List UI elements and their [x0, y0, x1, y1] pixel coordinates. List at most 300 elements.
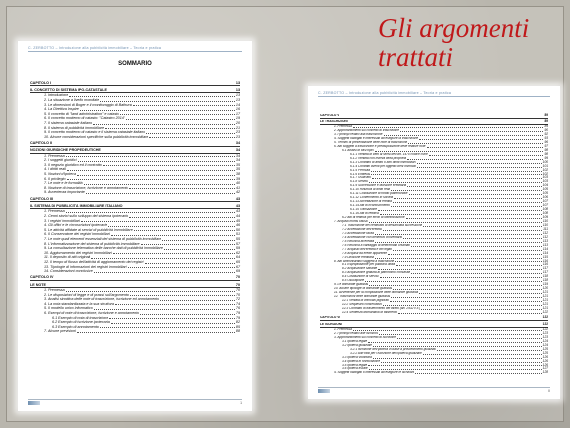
- toc-page-number: 59: [235, 246, 240, 251]
- page-title: SOMMARIO: [118, 61, 152, 67]
- toc-entry-text: 10. Alcune tipologie di domande giudiziali: [334, 287, 393, 291]
- toc-entry-text: 3.4 Ipoteca in rinnovazione: [342, 359, 381, 363]
- toc-leader-dots: [394, 197, 541, 199]
- toc-entry-text: 7.2 Accettazione dell'eredità: [342, 227, 382, 231]
- toc-leader-dots: [391, 296, 541, 298]
- toc-entry-text: CAPITOLO IV: [30, 275, 54, 280]
- toc-entry-text: 6. Esempi di note di trascrizione, iscrizione e annotamento: [44, 311, 140, 316]
- toc-entry-text: 3.1 Ipoteca legale: [342, 339, 368, 343]
- toc-entry-text: 8.1 Espropriazione per pubblica utilità: [342, 263, 396, 267]
- toc-entry-text: 5. Nozioni d'ipoteca: [44, 172, 77, 177]
- toc-leader-dots: [375, 233, 542, 235]
- toc-entry-text: 7.4 Accettazione con beneficio d'inventario: [342, 235, 403, 239]
- toc-entry-text: 1. Premessa: [334, 125, 352, 129]
- toc-page-number: 44: [235, 214, 240, 218]
- toc-leader-dots: [141, 243, 235, 245]
- toc-entry-text: 1. Premessa: [44, 153, 65, 158]
- toc-leader-dots: [128, 266, 235, 268]
- toc-leader-dots: [437, 349, 542, 351]
- toc-page-number: 20: [235, 120, 240, 125]
- slide-title-line2: trattati: [378, 42, 454, 72]
- toc-page-number: 111: [543, 226, 548, 231]
- toc-leader-dots: [102, 151, 235, 152]
- toc-leader-dots: [129, 187, 234, 189]
- toc-leader-dots: [67, 178, 235, 180]
- toc-leader-dots: [396, 264, 542, 266]
- toc-leader-dots: [375, 241, 542, 243]
- toc-entry-text: 4. Gli uffici e le circoscrizioni ipotecarie: [44, 223, 108, 228]
- toc-page-number: 72: [235, 297, 240, 302]
- slide-title-line1: Gli argomenti: [378, 13, 530, 43]
- toc-page-left: [18, 41, 252, 411]
- toc-entry-text: 4. La Direttiva Inspire: [44, 107, 79, 112]
- toc-page-number: 108: [542, 207, 548, 212]
- toc-entry-text: 4. I diritti reali: [44, 167, 66, 172]
- toc-entry-row: [320, 311, 548, 315]
- page-header: C. ZERBOTTO – Introduzione alla pubblicità immobiliare – Teoria e pratica: [318, 91, 550, 97]
- toc-page-number: 103: [542, 175, 548, 180]
- toc-leader-dots: [162, 239, 234, 241]
- toc-page-number: 124: [542, 342, 548, 347]
- toc-entry-text: 7. Le note e le formalità: [44, 181, 83, 186]
- toc-entry-text: 8.5 Usucapione: [342, 279, 365, 283]
- toc-page-number: 114: [542, 250, 548, 255]
- toc-leader-dots: [378, 268, 542, 270]
- toc-entry-text: 6.3 Esempio di annotamento: [52, 324, 99, 329]
- toc-page-number: 13: [235, 97, 240, 102]
- toc-leader-dots: [111, 322, 235, 324]
- toc-entry-text: 8.2 Acquisizione sanante: [342, 267, 378, 271]
- toc-entry-text: 6.1.2 Vendita con riserva della proprietà: [350, 156, 407, 160]
- toc-entry-text: 1. Premessa: [334, 327, 352, 331]
- toc-page-number: 117: [542, 270, 548, 275]
- toc-page-number: 123: [542, 330, 548, 335]
- toc-leader-dots: [69, 95, 234, 97]
- toc-entry-text: 3. Il negozio giuridico ed il contratto: [44, 162, 102, 167]
- toc-entry-text: 9. Avvertenza importante: [44, 190, 85, 195]
- toc-chapter-row: [30, 275, 240, 281]
- toc-page-number: 19: [235, 116, 240, 121]
- toc-entry-text: 12.1 Vendita di immobili pignorati: [342, 299, 389, 303]
- toc-page-number: 100: [542, 159, 548, 164]
- toc-leader-dots: [384, 134, 544, 136]
- toc-entry-text: 5. Il modello unico informatico: [44, 306, 93, 311]
- toc-leader-dots: [55, 278, 235, 279]
- toc-page-number: 121: [542, 301, 548, 306]
- slide-title: [378, 14, 558, 72]
- toc-entry-text: 8. Nozione di trascrizione, iscrizione e annotamento: [44, 185, 129, 190]
- toc-leader-dots: [140, 313, 235, 315]
- toc-entry-text: 3.2 Ipoteca giudiziale: [342, 343, 372, 347]
- toc-leader-dots: [66, 290, 235, 292]
- toc-page-number: 126: [542, 358, 548, 363]
- toc-leader-dots: [388, 253, 542, 255]
- toc-entry-text: 3.3 Ipoteca volontaria: [342, 355, 373, 359]
- toc-leader-dots: [409, 193, 542, 195]
- toc-page-number: 43: [235, 196, 240, 201]
- toc-leader-dots: [115, 303, 235, 305]
- toc-leader-dots: [340, 116, 543, 117]
- toc-page-number: 88: [235, 329, 240, 334]
- toc-page-number: 121: [542, 294, 548, 299]
- toc-entry-text: 10. Aggiornamento dei registri immobiliari: [44, 250, 112, 255]
- toc-page-number: 62: [235, 250, 240, 255]
- toc-page-number: 76: [235, 306, 240, 311]
- toc-leader-dots: [134, 229, 235, 231]
- toc-page-number: 16: [235, 107, 240, 112]
- toc-entry-text: 7.7 Acquisto dell'eredità e dei legati: [342, 247, 392, 251]
- toc-page-number: 126: [542, 354, 548, 359]
- toc-leader-dots: [47, 285, 235, 286]
- toc-entry-text: 11. Il deposito di atti originali: [44, 255, 91, 260]
- toc-list: [320, 112, 548, 375]
- toc-page-number: 35: [235, 167, 240, 172]
- toc-entry-text: 12.2 Sequestro conservativo: [342, 302, 383, 306]
- toc-leader-dots: [375, 150, 544, 152]
- toc-page-number: 124: [542, 338, 548, 343]
- toc-leader-dots: [120, 113, 235, 115]
- toc-entry-text: CAPITOLO II: [30, 140, 53, 145]
- toc-entry-text: 5. Le attività affidate ai servizi di pubblicità immobiliare: [44, 227, 133, 232]
- toc-page-number: 99: [544, 155, 548, 160]
- toc-page-number: 125: [542, 346, 548, 351]
- toc-entry-text: 6.1 Analisi di casi tipici: [342, 148, 374, 152]
- toc-entry-text: 6. Il concetto moderno di catasto: "Catastro 2014": [44, 116, 126, 121]
- toc-leader-dots: [419, 138, 543, 140]
- toc-leader-dots: [146, 132, 235, 134]
- toc-entry-text: LE ISCRIZIONI: [320, 322, 342, 326]
- toc-page-number: 92: [544, 132, 548, 136]
- toc-leader-dots: [411, 245, 542, 247]
- toc-leader-dots: [380, 276, 542, 278]
- toc-page-number: 69: [235, 269, 240, 274]
- toc-leader-dots: [371, 173, 541, 175]
- toc-leader-dots: [429, 154, 544, 156]
- toc-page-number: 107: [542, 199, 548, 204]
- toc-leader-dots: [383, 229, 543, 231]
- toc-page-number: 101: [542, 163, 548, 168]
- toc-entry-text: 7. Il sistema catastale italiano: [44, 120, 93, 125]
- toc-leader-dots: [368, 341, 542, 343]
- toc-page-number: 70: [235, 282, 240, 287]
- toc-leader-dots: [124, 206, 235, 207]
- toc-entry-text: 2. I principi relativi alle iscrizioni: [334, 331, 379, 335]
- toc-leader-dots: [407, 158, 543, 160]
- toc-leader-dots: [369, 181, 542, 183]
- toc-page-number: 116: [542, 258, 548, 263]
- toc-entry-text: CAPITOLO I: [30, 80, 52, 85]
- toc-page-number: 127: [542, 366, 548, 371]
- toc-leader-dots: [105, 127, 235, 129]
- toc-leader-dots: [415, 372, 542, 374]
- toc-page-number: 13: [235, 93, 240, 98]
- toc-leader-dots: [406, 217, 542, 219]
- toc-entry-text: 6.1.11 Costituzione di fondo patrimoniale: [350, 192, 408, 196]
- toc-page-number: 34: [235, 158, 240, 163]
- toc-page-number: 98: [544, 151, 548, 156]
- toc-leader-dots: [145, 262, 235, 264]
- toc-page-number: 14: [235, 102, 240, 107]
- toc-entry-text: 4. La nota standardizzata e la sua struttura: [44, 301, 114, 306]
- toc-leader-dots: [94, 308, 235, 310]
- toc-entry-text: 3. Le dimensioni di Boger e il monitoraggio di Bathurst: [44, 102, 133, 107]
- toc-entry-text: 7. Le note quali elementi essenziali del sistema di pubblicità immobiliare: [44, 236, 162, 241]
- toc-entry-text: 12. Trascrizioni delle domande giudiziali: [334, 295, 391, 299]
- toc-leader-dots: [369, 368, 542, 370]
- toc-leader-dots: [407, 185, 542, 187]
- toc-entry-text: 7.8 Acquisti da erede apparente: [342, 251, 388, 255]
- toc-page-number: 102: [542, 167, 548, 172]
- toc-entry-text: 2. Le disposizioni di legge e di prassi sull'argomento: [44, 292, 129, 297]
- toc-page-number: 70: [235, 275, 240, 280]
- toc-page-number: 41: [235, 185, 240, 190]
- toc-entry-text: 3. I registri immobiliari: [44, 218, 80, 223]
- publisher-logo: [318, 389, 330, 393]
- toc-leader-dots: [403, 237, 542, 239]
- toc-leader-dots: [372, 177, 542, 179]
- toc-page-number: 112: [542, 234, 548, 239]
- toc-entry-text: 6.2 Esempio di iscrizione ipotecaria: [52, 320, 110, 325]
- toc-page-number: 113: [542, 238, 548, 243]
- toc-entry-row: [320, 371, 548, 375]
- toc-leader-dots: [103, 164, 235, 166]
- toc-entry-text: 3. I principi relativi alla trascrizione: [334, 133, 383, 136]
- toc-entry-text: IL SISTEMA DI PUBBLICITÀ IMMOBILIARE ITALIANO: [30, 203, 123, 208]
- toc-page-number: 115: [542, 254, 548, 259]
- toc-page-number: 34: [235, 140, 240, 145]
- toc-leader-dots: [369, 221, 542, 223]
- toc-page-number: 97: [544, 143, 548, 148]
- toc-page-number: 23: [235, 134, 240, 139]
- toc-page-number: 119: [542, 282, 548, 287]
- toc-leader-dots: [393, 249, 542, 251]
- toc-page-number: 122: [542, 315, 548, 320]
- toc-leader-dots: [52, 83, 235, 84]
- toc-leader-dots: [371, 170, 542, 172]
- toc-leader-dots: [379, 333, 541, 335]
- toc-entry-text: IL CONCETTO DI SISTEMA IPO-CATASTALE: [30, 87, 107, 92]
- toc-leader-dots: [94, 271, 235, 273]
- toc-page-number: 70: [235, 292, 240, 297]
- toc-leader-dots: [378, 209, 542, 211]
- toc-leader-dots: [393, 201, 542, 203]
- toc-page-number: 65: [235, 259, 240, 264]
- toc-page-number: 40: [235, 181, 240, 186]
- page-header: C. ZERBOTTO – Introduzione alla pubblicità immobiliare – Teoria e pratica: [28, 46, 242, 52]
- toc-leader-dots: [91, 257, 235, 259]
- toc-page-number: 39: [235, 176, 240, 181]
- toc-entry-text: 2. Cenni storici sullo sviluppo del sistema ipotecario: [44, 214, 129, 218]
- toc-entry-text: 7.5 Rinuncia all'eredità: [342, 239, 375, 243]
- toc-leader-dots: [373, 357, 541, 359]
- toc-leader-dots: [113, 252, 235, 254]
- toc-leader-dots: [375, 257, 541, 259]
- toc-entry-text: 1. Premessa: [44, 288, 65, 293]
- toc-leader-dots: [419, 292, 542, 294]
- toc-leader-dots: [84, 183, 235, 185]
- toc-page-number: 122: [542, 326, 548, 331]
- toc-page-number: 108: [542, 211, 548, 216]
- toc-page-number: 23: [235, 130, 240, 135]
- toc-page-number: 110: [542, 222, 548, 227]
- page-footer: [318, 387, 550, 393]
- toc-entry-text: 6.1.10 Rinuncia ai diritti reali: [350, 188, 391, 192]
- toc-leader-dots: [395, 260, 542, 262]
- toc-leader-dots: [130, 294, 235, 296]
- toc-page-number: 74: [235, 301, 240, 306]
- toc-chapter-row: [320, 114, 548, 119]
- toc-entry-text: 3.2.2 Altri titoli per l'iscrizione dell'ipoteca giudiziale: [350, 351, 422, 355]
- toc-page-number: 45: [235, 218, 240, 223]
- toc-leader-dots: [369, 284, 542, 286]
- toc-entry-text: 2. Approfondimenti sul concetto di trascrizione: [334, 129, 400, 133]
- toc-entry-text: 7.9 Divisione ereditaria: [342, 255, 375, 259]
- toc-entry-text: 6.1.16 Atti di rettifica: [350, 212, 379, 216]
- toc-entry-text: 8. Il sistema di pubblicità immobiliare: [44, 125, 105, 130]
- toc-entry-text: 6. Atti soggetti a trascrizione e predisposizione delle relative note: [334, 144, 426, 148]
- toc-page-number: 67: [235, 264, 240, 269]
- toc-page-number: 125: [542, 350, 548, 355]
- toc-entry-text: 7.6 Rinuncia a vantaggio di determinati chiamati: [342, 243, 410, 247]
- toc-page-number: 85: [235, 324, 240, 329]
- toc-page-number: 98: [544, 147, 548, 152]
- toc-entry-text: 6.1.9 Successione e divisione ereditaria: [350, 184, 407, 188]
- toc-leader-dots: [423, 225, 542, 227]
- toc-page-number: 113: [542, 242, 548, 247]
- toc-page-number: 109: [542, 215, 548, 220]
- toc-entry-text: 8.4 Costituzione di servitù: [342, 275, 379, 279]
- toc-entry-text: 6.1 Esempio di nota di trascrizione: [52, 315, 109, 320]
- toc-leader-dots: [381, 361, 542, 363]
- toc-page-number: 43: [235, 209, 240, 214]
- toc-page-number: 105: [542, 187, 548, 192]
- toc-page-number: 103: [542, 179, 548, 184]
- toc-page-number: 34: [235, 148, 240, 153]
- toc-page-number: 38: [235, 172, 240, 177]
- toc-page-number: 57: [235, 241, 240, 246]
- toc-entry-text: 6.1.6 Enfiteusi: [350, 172, 371, 176]
- toc-page-number: 82: [235, 320, 240, 325]
- toc-page-number: 116: [542, 262, 548, 267]
- toc-entry-text: 13. Tipologie di informazioni dei registri immobiliari: [44, 264, 127, 269]
- toc-leader-dots: [93, 123, 235, 125]
- toc-entry-text: 2. I soggetti giuridici: [44, 158, 77, 163]
- toc-page-number: 121: [542, 298, 548, 303]
- toc-entry-text: LE NOTE: [30, 282, 46, 287]
- toc-page-number: 121: [542, 290, 548, 295]
- toc-entry-text: 8.3 Acquisizione gratuita al patrimonio comunale: [342, 271, 411, 275]
- toc-leader-dots: [411, 272, 541, 274]
- toc-entry-row: [30, 329, 240, 334]
- toc-entry-text: 7. Acquisti mortis causa: [334, 219, 368, 223]
- toc-entry-text: 9. Il concetto moderno di catasto e il sistema catastale italiano: [44, 130, 146, 135]
- toc-leader-dots: [353, 329, 542, 331]
- toc-leader-dots: [77, 331, 235, 333]
- toc-page-number: 112: [542, 230, 548, 235]
- toc-leader-dots: [417, 162, 542, 164]
- toc-chapter-row: [30, 141, 240, 147]
- page-number: II: [548, 389, 550, 393]
- toc-leader-dots: [86, 192, 235, 194]
- toc-page-number: 50: [235, 227, 240, 232]
- toc-entry-text: 8. Atti amministrativi soggetti a trascrizione: [334, 259, 395, 263]
- toc-leader-dots: [164, 248, 235, 250]
- toc-page-number: 106: [542, 195, 548, 200]
- toc-page-number: 118: [542, 278, 548, 283]
- toc-leader-dots: [393, 288, 541, 290]
- toc-leader-dots: [78, 160, 235, 162]
- toc-page-number: 70: [235, 288, 240, 293]
- toc-leader-dots: [391, 205, 542, 207]
- toc-chapter-row: [30, 197, 240, 203]
- toc-entry-text: 3.2.1 Iscrizione dell'ipoteca in base a provvedimenti giudiziali: [350, 347, 436, 351]
- toc-page-number: 89: [544, 112, 548, 117]
- toc-entry-text: 3. Approfondimenti sul concetto di iscrizione: [334, 335, 397, 339]
- toc-entry-text: 6.1.7 Usufrutto: [350, 176, 371, 180]
- toc-leader-dots: [81, 220, 235, 222]
- toc-entry-text: 11. Avvertenze per la compilazione delle domande giudiziali: [334, 291, 419, 295]
- toc-entry-text: 4. Soggetti obbligati o interessati ad eseguire le iscrizioni: [334, 371, 415, 375]
- toc-entry-text: 6.1.14 Atti di riconoscimento: [350, 204, 390, 208]
- toc-entry-text: 12.3 Contratto di trasferimento del diritto (art. 2932 c.c.): [342, 306, 421, 310]
- toc-leader-dots: [108, 90, 235, 91]
- toc-leader-dots: [391, 189, 542, 191]
- toc-leader-dots: [423, 353, 542, 355]
- toc-page-number: 55: [235, 236, 240, 241]
- toc-leader-dots: [100, 100, 235, 102]
- toc-page-number: 105: [542, 191, 548, 196]
- toc-chapter-row: [30, 81, 240, 87]
- toc-page-number: 13: [235, 80, 240, 85]
- toc-leader-dots: [421, 308, 541, 310]
- page-footer: [28, 399, 242, 405]
- toc-entry-text: 6.1.3 Contratto di affitto o altri diritti immobiliari: [350, 160, 416, 164]
- toc-leader-dots: [80, 109, 235, 111]
- toc-page-number: 46: [235, 223, 240, 228]
- toc-leader-dots: [353, 126, 544, 128]
- toc-leader-dots: [66, 211, 235, 213]
- toc-leader-dots: [380, 213, 542, 215]
- toc-leader-dots: [408, 142, 543, 144]
- toc-entry-text: 5. Termini di presentazione delle note di trascrizione: [334, 140, 408, 144]
- toc-leader-dots: [111, 234, 235, 236]
- toc-entry-text: 1. Premessa: [44, 209, 65, 214]
- toc-leader-dots: [343, 325, 542, 326]
- page-number: 1: [240, 401, 242, 405]
- toc-entry-row: [30, 135, 240, 140]
- toc-entry-text: 7.3 Accettazione tacita: [342, 231, 374, 235]
- toc-entry-text: 3. Analisi sinottica delle note di trascrizione, iscrizione ed annotamento: [44, 297, 160, 302]
- toc-leader-dots: [67, 169, 235, 171]
- toc-leader-dots: [368, 364, 542, 366]
- toc-entry-text: 9. La consultazione telematica delle banche dati di pubblicità immobiliare: [44, 246, 163, 251]
- toc-entry-text: 7.1 Trascrizione del certificato di denunciata successione: [342, 223, 423, 227]
- toc-page-number: 123: [542, 334, 548, 339]
- toc-entry-text: 6. Il privilegio: [44, 176, 66, 181]
- toc-leader-dots: [54, 199, 235, 200]
- toc-entry-text: 3.6 Ipoteca fiscale: [342, 367, 368, 371]
- toc-entry-text: 6.1.5 Permuta: [350, 168, 371, 172]
- toc-page-number: 102: [542, 171, 548, 176]
- toc-leader-dots: [398, 312, 541, 314]
- toc-leader-dots: [349, 122, 544, 123]
- toc-leader-dots: [129, 216, 235, 218]
- toc-entry-text: 4. Soggetti obbligati e interessati ad eseguire la trascrizione: [334, 136, 419, 140]
- toc-page-number: 93: [544, 135, 548, 140]
- toc-page-number: 21: [235, 125, 240, 130]
- toc-page-number: 89: [544, 119, 548, 124]
- toc-entry-text: CAPITOLO III: [30, 196, 54, 201]
